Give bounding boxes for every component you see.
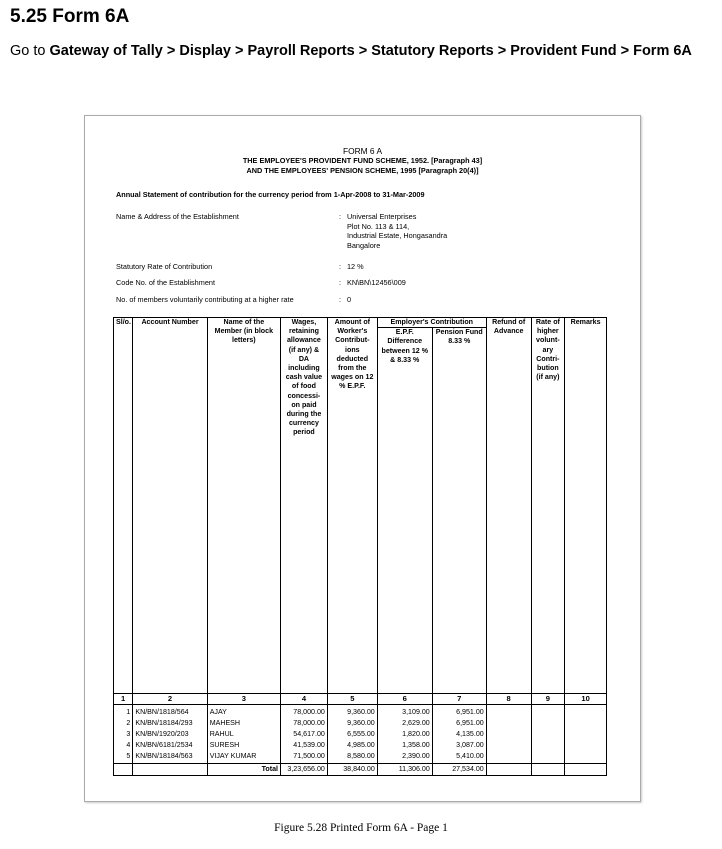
crumb-display: Display [179,43,231,59]
column-number: 1 [114,693,133,704]
cell-epf: 1,358.00 [377,740,432,751]
cell-remarks [565,704,607,718]
cell-account: KN/BN/6181/2534 [133,740,207,751]
code-label: Code No. of the Establishment [116,278,215,287]
cell-pension: 5,410.00 [432,751,486,762]
empty-cell [565,764,607,776]
table-row [114,704,607,718]
header-employer-contribution: Employer's Contribution [377,318,486,328]
empty-cell [133,764,207,776]
total-pension: 27,534.00 [432,764,486,776]
cell-sno: 4 [114,740,133,751]
cell-pension: 3,087.00 [432,740,486,751]
column-number: 4 [281,693,328,704]
rate-label: Statutory Rate of Contribution [116,262,213,271]
cell-wages: 78,000.00 [281,718,328,729]
cell-worker: 9,360.00 [327,704,377,718]
column-number: 5 [327,693,377,704]
colon: : [339,295,342,304]
cell-epf: 2,390.00 [377,751,432,762]
cell-name: VIJAY KUMAR [207,751,280,762]
cell-wages: 78,000.00 [281,704,328,718]
cell-worker: 8,580.00 [327,751,377,762]
column-number: 2 [133,693,207,704]
cell-higher [531,704,565,718]
form-subtitle-1: THE EMPLOYEE'S PROVIDENT FUND SCHEME, 1952. [Paragraph 43] [242,156,483,165]
column-number: 8 [486,693,531,704]
cell-epf: 1,820.00 [377,729,432,740]
cell-refund [486,751,531,762]
cell-worker: 9,360.00 [327,718,377,729]
address-line: Bangalore [347,240,381,250]
cell-remarks [565,740,607,751]
table-row [114,740,607,751]
cell-sno: 5 [114,751,133,762]
crumb-form-6a: Form 6A [633,43,692,59]
crumb-separator: > [358,43,368,59]
crumb-statutory-reports: Statutory Reports [371,43,494,59]
header-wages: Wages, retaining allowance (if any) & DA including cash value of food concessi- on paid during the currency period [281,318,328,694]
cell-higher [531,751,565,762]
header-worker-contribution: Amount of Worker's Contribut- ions deducted from the wages on 12 % E.P.F. [327,318,377,694]
cell-refund [486,704,531,718]
cell-worker: 6,555.00 [327,729,377,740]
code-value: KN\BN\12456\009 [347,278,406,287]
address-line: Universal Enterprises [347,212,417,221]
cell-refund [486,729,531,740]
annual-statement: Annual Statement of contribution for the currency period from 1-Apr-2008 to 31-Mar-2009 [116,190,425,199]
form-title: FORM 6 A [342,146,383,156]
establishment-label: Name & Address of the Establishment [116,212,239,221]
column-number: 7 [432,693,486,704]
cell-pension: 6,951.00 [432,718,486,729]
cell-higher [531,740,565,751]
cell-wages: 41,539.00 [281,740,328,751]
section-title [10,6,129,28]
empty-cell [486,764,531,776]
cell-epf: 2,629.00 [377,718,432,729]
column-number: 9 [531,693,565,704]
cell-account: KN/BN/18184/293 [133,718,207,729]
table-row [114,751,607,762]
establishment-address [347,212,447,250]
cell-higher [531,718,565,729]
goto-label: Go to [10,43,46,59]
cell-refund [486,740,531,751]
section-name: Form 6A [52,6,130,27]
header-remarks: Remarks [565,318,607,694]
header-sno: Sl/o. [114,318,133,694]
cell-wages: 71,500.00 [281,751,328,762]
cell-pension: 4,135.00 [432,729,486,740]
cell-wages: 54,617.00 [281,729,328,740]
crumb-gateway: Gateway of Tally [49,43,163,59]
table-header-row [114,318,607,328]
members-value: 0 [347,295,352,304]
members-label: No. of members voluntarily contributing at a higher rate [116,295,294,304]
colon: : [339,262,342,271]
section-number: 5.25 [10,6,47,27]
cell-worker: 4,985.00 [327,740,377,751]
cell-account: KN/BN/1920/203 [133,729,207,740]
column-number: 10 [565,693,607,704]
figure-caption: Figure 5.28 Printed Form 6A - Page 1 [274,822,448,834]
cell-remarks [565,718,607,729]
header-higher-rate: Rate of higher volunt- ary Contri- bution (if any) [531,318,565,694]
crumb-payroll-reports: Payroll Reports [247,43,355,59]
printed-page [84,115,641,802]
column-number-row [114,693,607,704]
table-total-row [114,764,607,776]
cell-refund [486,718,531,729]
cell-epf: 3,109.00 [377,704,432,718]
header-account: Account Number [133,318,207,694]
cell-remarks [565,751,607,762]
cell-sno: 1 [114,704,133,718]
address-line: Plot No. 113 & 114, [347,221,410,231]
total-worker: 38,840.00 [327,764,377,776]
header-name: Name of the Member (in block letters) [207,318,280,694]
header-epf-difference: E.P.F. Difference between 12 % & 8.33 % [377,328,432,693]
header-pension-fund: Pension Fund 8.33 % [432,328,486,693]
form-6a-document [85,116,640,801]
address-line: Industrial Estate, Hongasandra [347,231,448,240]
navigation-path [10,38,715,64]
cell-name: RAHUL [207,729,280,740]
empty-cell [114,764,133,776]
cell-account: KN/BN/1818/564 [133,704,207,718]
cell-sno: 2 [114,718,133,729]
table-row [114,718,607,729]
crumb-provident-fund: Provident Fund [510,43,617,59]
cell-higher [531,729,565,740]
column-number: 6 [377,693,432,704]
empty-cell [531,764,565,776]
contribution-table [113,317,607,776]
total-epf: 11,306.00 [377,764,432,776]
total-label: Total [207,764,280,776]
colon: : [339,278,342,287]
header-refund: Refund of Advance [486,318,531,694]
cell-pension: 6,951.00 [432,704,486,718]
cell-account: KN/BN/18184/563 [133,751,207,762]
cell-name: AJAY [207,704,280,718]
form-subtitle-2: AND THE EMPLOYEES' PENSION SCHEME, 1995 [Paragraph 20(4)] [246,166,479,175]
total-wages: 3,23,656.00 [281,764,328,776]
cell-remarks [565,729,607,740]
cell-name: SURESH [207,740,280,751]
column-number: 3 [207,693,280,704]
crumb-separator: > [235,43,244,59]
rate-value: 12 % [347,262,364,271]
crumb-separator: > [497,43,507,59]
table-row [114,729,607,740]
crumb-separator: > [166,43,176,59]
crumb-separator: > [620,43,630,59]
cell-sno: 3 [114,729,133,740]
cell-name: MAHESH [207,718,280,729]
colon: : [339,212,342,221]
